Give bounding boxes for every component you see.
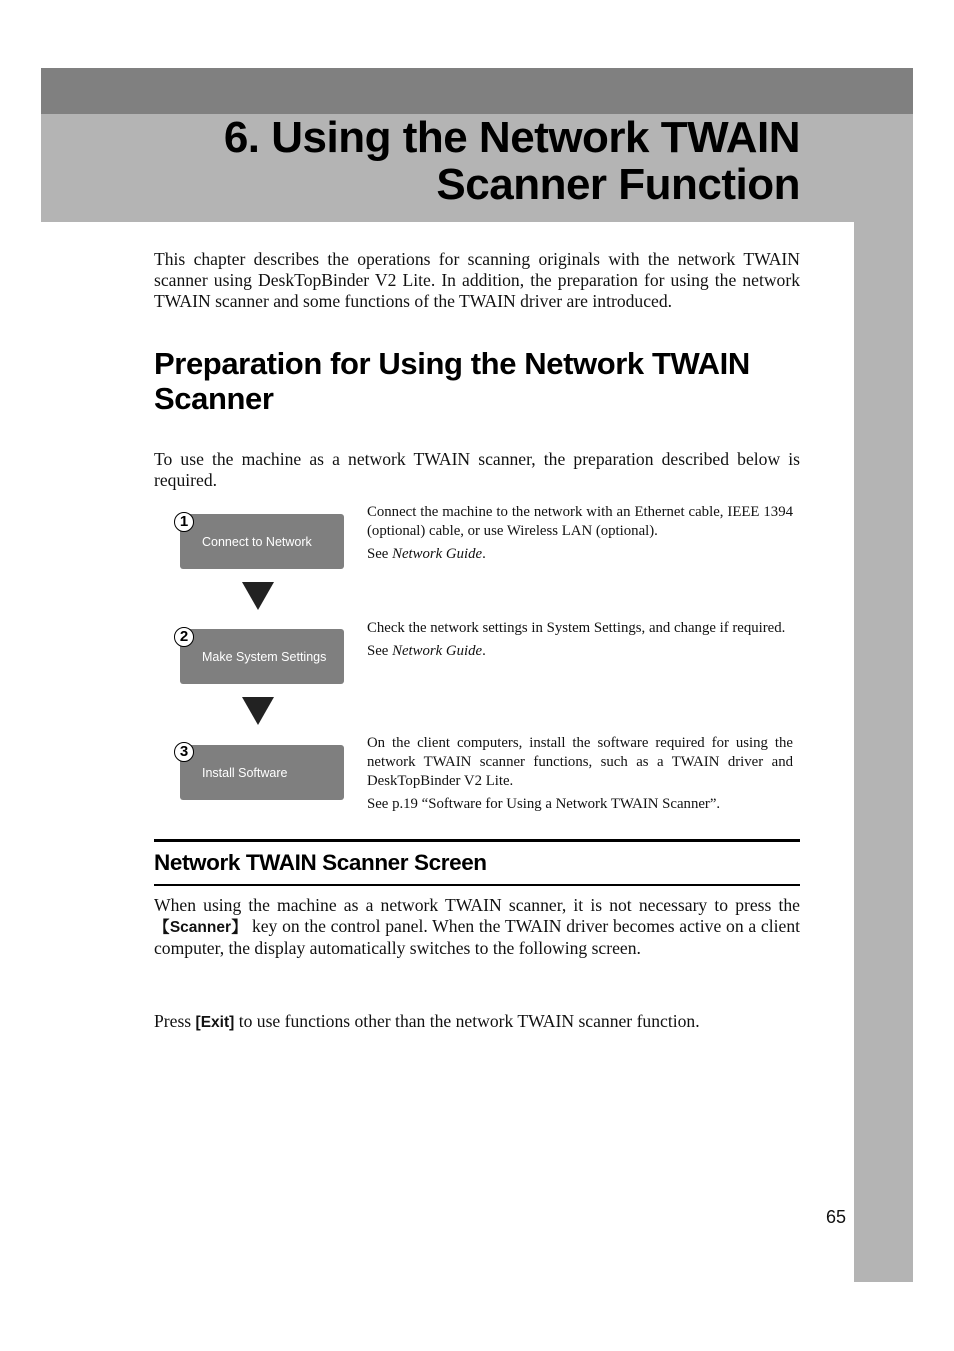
section-heading [154, 346, 834, 416]
exit-key-label: [Exit] [195, 1014, 235, 1031]
step-2-description [367, 619, 793, 661]
down-arrow-icon [242, 697, 274, 725]
chapter-title-line-1: 6. Using the Network TWAIN [223, 113, 800, 162]
subsection-rule-bottom [154, 884, 800, 886]
step-3-see: See p.19 “Software for Using a Network TWAIN Scanner”. [367, 796, 721, 812]
subsection-heading: Network TWAIN Scanner Screen [154, 850, 487, 875]
step-2-desc-text: Check the network settings in System Settings, and change if required. [367, 620, 786, 636]
scanner-key-label: 【Scanner】 [154, 919, 248, 936]
chapter-title [120, 114, 800, 208]
step-2-box [180, 629, 344, 684]
step-1-description [367, 503, 793, 564]
exit-paragraph [154, 1011, 800, 1033]
section-heading-line-2: Scanner [154, 381, 274, 416]
step-3-desc-text: On the client computers, install the software required for using the network TWAIN scanner functions, such as a TWAIN driver and DeskTopBinder V2 Lite. [367, 735, 793, 789]
step-3-description [367, 734, 793, 814]
step-1-number: 1 [174, 512, 194, 532]
step-1-see-prefix: See [367, 546, 393, 562]
screen-text-part-1: When using the machine as a network TWAIN scanner, it is not necessary to press the [154, 895, 800, 915]
step-1-box [180, 514, 344, 569]
page-number: 65 [825, 1207, 846, 1227]
section-heading-line-1: Preparation for Using the Network TWAIN [154, 346, 750, 381]
exit-text-part-2: to use functions other than the network TWAIN scanner function. [234, 1011, 700, 1031]
step-3-box [180, 745, 344, 800]
step-3-number: 3 [174, 742, 194, 762]
chapter-title-line-2: Scanner Function [436, 160, 800, 209]
step-1-see-ref: Network Guide [392, 546, 483, 562]
step-1-see-suffix: . [482, 546, 486, 562]
subsection-rule-top [154, 839, 800, 842]
step-3-label: Install Software [202, 765, 288, 780]
side-thumb-band [854, 222, 913, 1282]
step-1-see [367, 545, 793, 564]
step-2-see-prefix: See [367, 643, 393, 659]
step-1-label: Connect to Network [202, 534, 312, 549]
screen-text-part-2: key on the control panel. When the TWAIN driver becomes active on a client computer, the display automatically switches to the following screen. [154, 916, 800, 958]
screen-paragraph [154, 895, 800, 959]
exit-text-part-1: Press [154, 1011, 196, 1031]
down-arrow-icon [242, 582, 274, 610]
step-1-desc-text: Connect the machine to the network with an Ethernet cable, IEEE 1394 (optional) cable, or use Wireless LAN (optional). [367, 504, 793, 539]
step-2-see [367, 642, 793, 661]
preparation-paragraph: To use the machine as a network TWAIN scanner, the preparation described below is required. [154, 449, 800, 490]
step-2-number: 2 [174, 627, 194, 647]
step-2-label: Make System Settings [202, 649, 327, 664]
step-2-see-ref: Network Guide [392, 643, 483, 659]
intro-paragraph: This chapter describes the operations for scanning originals with the network TWAIN scanner using DeskTopBinder V2 Lite. In addition, the preparation for using the network TWAIN scanner and some functions of the TWAIN driver are introduced. [154, 249, 800, 311]
step-2-see-suffix: . [482, 643, 486, 659]
header-dark-band [41, 68, 913, 114]
